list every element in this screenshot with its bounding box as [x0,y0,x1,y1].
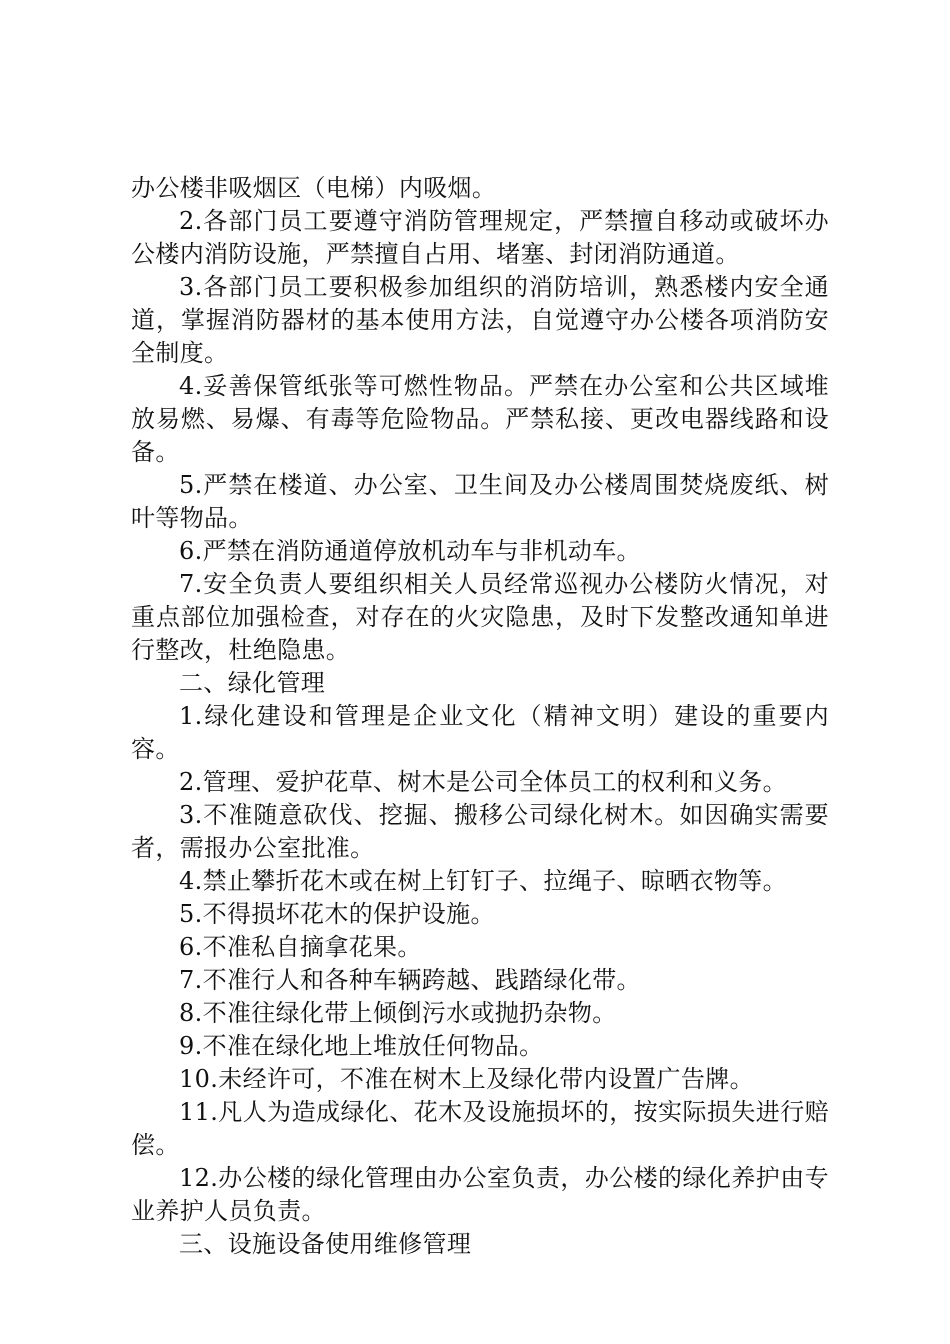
paragraph-greening-item-2: 2.管理、爱护花草、树木是公司全体员工的权利和义务。 [179,768,787,796]
paragraph-greening-item-5: 5.不得损坏花木的保护设施。 [179,900,495,928]
paragraph-greening-item-12: 12.办公楼的绿化管理由办公室负责，办公楼的绿化养护由专业养护人员负责。 [131,1164,829,1225]
paragraph-greening-item-9: 9.不准在绿化地上堆放任何物品。 [179,1032,544,1060]
section-heading-greening: 二、绿化管理 [179,669,326,697]
paragraph-fire-item-2: 2.各部门员工要遵守消防管理规定，严禁擅自移动或破坏办公楼内消防设施，严禁擅自占用、堵塞、封闭消防通道。 [131,207,829,268]
paragraph-greening-item-4: 4.禁止攀折花木或在树上钉钉子、拉绳子、晾晒衣物等。 [179,867,787,895]
paragraph-greening-item-8: 8.不准往绿化带上倾倒污水或抛扔杂物。 [179,999,617,1027]
paragraph-greening-item-7: 7.不准行人和各种车辆跨越、践踏绿化带。 [179,966,641,994]
paragraph-fire-item-6: 6.严禁在消防通道停放机动车与非机动车。 [179,537,641,565]
paragraph-fire-item-5: 5.严禁在楼道、办公室、卫生间及办公楼周围焚烧废纸、树叶等物品。 [131,471,829,532]
paragraph-continued: 办公楼非吸烟区（电梯）内吸烟。 [131,174,497,202]
paragraph-fire-item-3: 3.各部门员工要积极参加组织的消防培训，熟悉楼内安全通道，掌握消防器材的基本使用方法，自觉遵守办公楼各项消防安全制度。 [131,273,829,367]
paragraph-greening-item-1: 1.绿化建设和管理是企业文化（精神文明）建设的重要内容。 [131,702,829,763]
paragraph-fire-item-4: 4.妥善保管纸张等可燃性物品。严禁在办公室和公共区域堆放易燃、易爆、有毒等危险物品。严禁私接、更改电器线路和设备。 [131,372,829,466]
section-heading-facilities: 三、设施设备使用维修管理 [179,1230,472,1258]
paragraph-greening-item-6: 6.不准私自摘拿花果。 [179,933,422,961]
paragraph-fire-item-7: 7.安全负责人要组织相关人员经常巡视办公楼防火情况，对重点部位加强检查，对存在的火灾隐患，及时下发整改通知单进行整改，杜绝隐患。 [131,570,829,664]
paragraph-greening-item-10: 10.未经许可，不准在树木上及绿化带内设置广告牌。 [179,1065,754,1093]
paragraph-greening-item-11: 11.凡人为造成绿化、花木及设施损坏的，按实际损失进行赔偿。 [131,1098,829,1159]
paragraph-greening-item-3: 3.不准随意砍伐、挖掘、搬移公司绿化树木。如因确实需要者，需报办公室批准。 [131,801,829,862]
document-body [131,172,829,1261]
